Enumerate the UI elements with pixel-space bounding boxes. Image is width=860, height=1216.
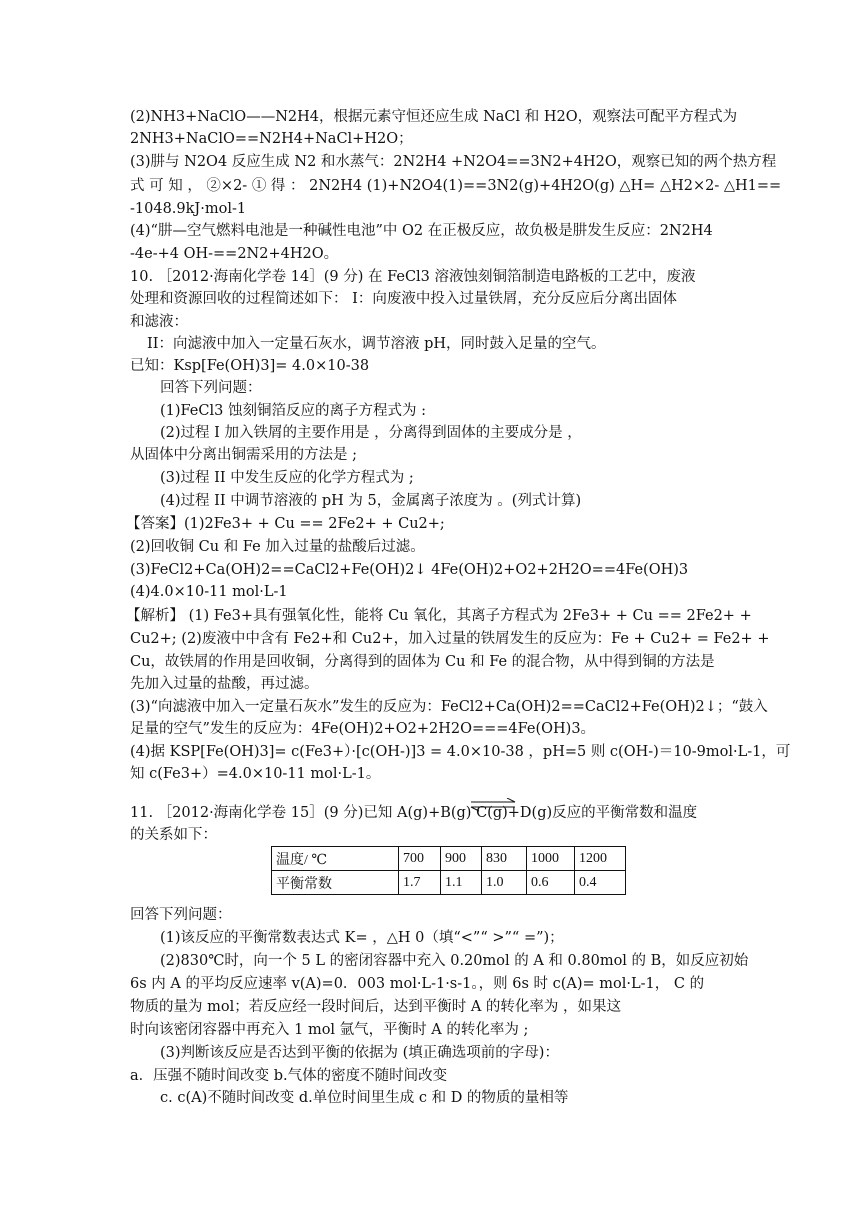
text-line: 知 c(Fe3+）=4.0×10-11 mol·L-1。 [130, 766, 381, 782]
text-line: (4)“肼—空气燃料电池是一种碱性电池”中 O2 在正极反应，故负极是肼发生反应：2N2H4 [130, 223, 713, 239]
text-line: 的关系如下： [130, 827, 217, 843]
table-cell: 1200 [575, 847, 626, 871]
question-11-heading: 11. ［2012·海南化学卷 15］(9 分)已知 A(g)+B(g) C(g)+D(g)反应的平衡常数和温度 [130, 805, 698, 821]
table-header-cell: 平衡常数 [272, 871, 399, 895]
text-line: 2NH3+NaClO==N2H4+NaCl+H2O； [130, 131, 413, 147]
text-line: (2)回收铜 Cu 和 Fe 加入过量的盐酸后过滤。 [130, 539, 425, 555]
table-row [272, 871, 626, 895]
text-line: (3)肼与 N2O4 反应生成 N2 和水蒸气：2N2H4 +N2O4==3N2+4H2O，观察已知的两个热方程 [130, 154, 777, 170]
table-cell: 700 [399, 847, 441, 871]
question-10-part-1: (1)FeCl3 蚀刻铜箔反应的离子方程式为 : [160, 403, 426, 419]
answer-heading: 【答案】(1)2Fe3+ + Cu == 2Fe2+ + Cu2+; [126, 516, 445, 532]
text-line: 回答下列问题： [130, 907, 232, 923]
text-line: 时向该密闭容器中再充入 1 mol 氩气，平衡时 A 的转化率为 ; [130, 1022, 529, 1038]
text-line: (3)“向滤液中加入一定量石灰水”发生的反应为：FeCl2+Ca(OH)2==CaCl2+Fe(OH)2↓；“鼓入 [130, 699, 768, 715]
text-line: (3)FeCl2+Ca(OH)2==CaCl2+Fe(OH)2↓ 4Fe(OH)2+O2+2H2O==4Fe(OH)3 [130, 562, 689, 578]
text-line: 和滤液： [130, 314, 188, 330]
question-11-part-3: (3)判断该反应是否达到平衡的依据为 (填正确选项前的字母)： [160, 1045, 559, 1061]
equilibrium-constant-table [271, 846, 626, 895]
text-line: (4)据 KSP[Fe(OH)3]= c(Fe3+）·[c(OH-)]3 = 4.0×10-38 ，pH=5 则 c(OH-)＝10-9mol·L-1，可 [130, 744, 791, 760]
table-row [272, 847, 626, 871]
table-cell: 900 [441, 847, 482, 871]
text-line: Cu2+; (2)废液中中含有 Fe2+和 Cu2+，加入过量的铁屑发生的反应为：Fe + Cu2+ = Fe2+ + [130, 631, 770, 647]
question-11-part-2: (2)830℃时，向一个 5 L 的密闭容器中充入 0.20mol 的 A 和 0.80mol 的 B，如反应初始 [160, 953, 749, 969]
text-line: 物质的量为 mol；若反应经一段时间后，达到平衡时 A 的转化率为 ，如果这 [130, 999, 622, 1015]
table-header-cell: 温度/ ℃ [272, 847, 399, 871]
text-line: 从固体中分离出铜需采用的方法是 ; [130, 447, 357, 463]
text-line: 6s 内 A 的平均反应速率 v(A)=0．003 mol·L-1·s-1。，则 6s 时 c(A)= mol·L-1， C 的 [130, 976, 705, 992]
text-line: 已知：Ksp[Fe(OH)3]= 4.0×10-38 [130, 358, 370, 374]
text-line: 处理和资源回收的过程简述如下： I：向废液中投入过量铁屑，充分反应后分离出固体 [130, 291, 677, 307]
option-line: a．压强不随时间改变 b.气体的密度不随时间改变 [130, 1068, 448, 1084]
text-line: 先加入过量的盐酸，再过滤。 [130, 676, 319, 692]
text-line: II：向滤液中加入一定量石灰水，调节溶液 pH，同时鼓入足量的空气。 [147, 336, 606, 352]
text-line: 回答下列问题： [160, 380, 262, 396]
table-cell: 1000 [527, 847, 575, 871]
table-cell: 1.7 [399, 871, 441, 895]
table-cell: 0.6 [527, 871, 575, 895]
question-10-part-4: (4)过程 II 中调节溶液的 pH 为 5，金属离子浓度为 。(列式计算) [160, 493, 582, 509]
question-11-part-1: (1)该反应的平衡常数表达式 K= ，△H 0（填“<”“ >”“ =”)； [160, 930, 564, 946]
table-cell: 1.1 [441, 871, 482, 895]
text-line: (4)4.0×10-11 mol·L-1 [130, 584, 288, 600]
text-line: -1048.9kJ·mol-1 [130, 201, 247, 217]
text-line: 足量的空气”发生的反应为：4Fe(OH)2+O2+2H2O===4Fe(OH)3。 [130, 721, 596, 737]
text-line: (2)NH3+NaClO——N2H4，根据元素守恒还应生成 NaCl 和 H2O，观察法可配平方程式为 [130, 109, 738, 125]
option-line: c. c(A)不随时间改变 d.单位时间里生成 c 和 D 的物质的量相等 [160, 1090, 569, 1106]
question-10-part-2: (2)过程 I 加入铁屑的主要作用是 ，分离得到固体的主要成分是 ， [160, 425, 582, 441]
text-line: 式 可 知 ， ②×2- ① 得 ： 2N2H4 (1)+N2O4(1)==3N2(g)+4H2O(g) △H= △H2×2- △H1== [130, 178, 782, 194]
text-line: Cu，故铁屑的作用是回收铜，分离得到的固体为 Cu 和 Fe 的混合物，从中得到铜的方法是 [130, 654, 715, 670]
table-cell: 0.4 [575, 871, 626, 895]
table-cell: 1.0 [482, 871, 527, 895]
analysis-heading: 【解析】 (1) Fe3+具有强氧化性，能将 Cu 氧化，其离子方程式为 2Fe3+ + Cu == 2Fe2+ + [126, 608, 752, 624]
equilibrium-arrow-icon [469, 798, 517, 812]
text-line: -4e-+4 OH-==2N2+4H2O。 [130, 246, 339, 262]
table-cell: 830 [482, 847, 527, 871]
question-10-heading: 10. ［2012·海南化学卷 14］(9 分) 在 FeCl3 溶液蚀刻铜箔制造电路板的工艺中，废液 [130, 269, 696, 285]
question-10-part-3: (3)过程 II 中发生反应的化学方程式为 ; [160, 470, 414, 486]
